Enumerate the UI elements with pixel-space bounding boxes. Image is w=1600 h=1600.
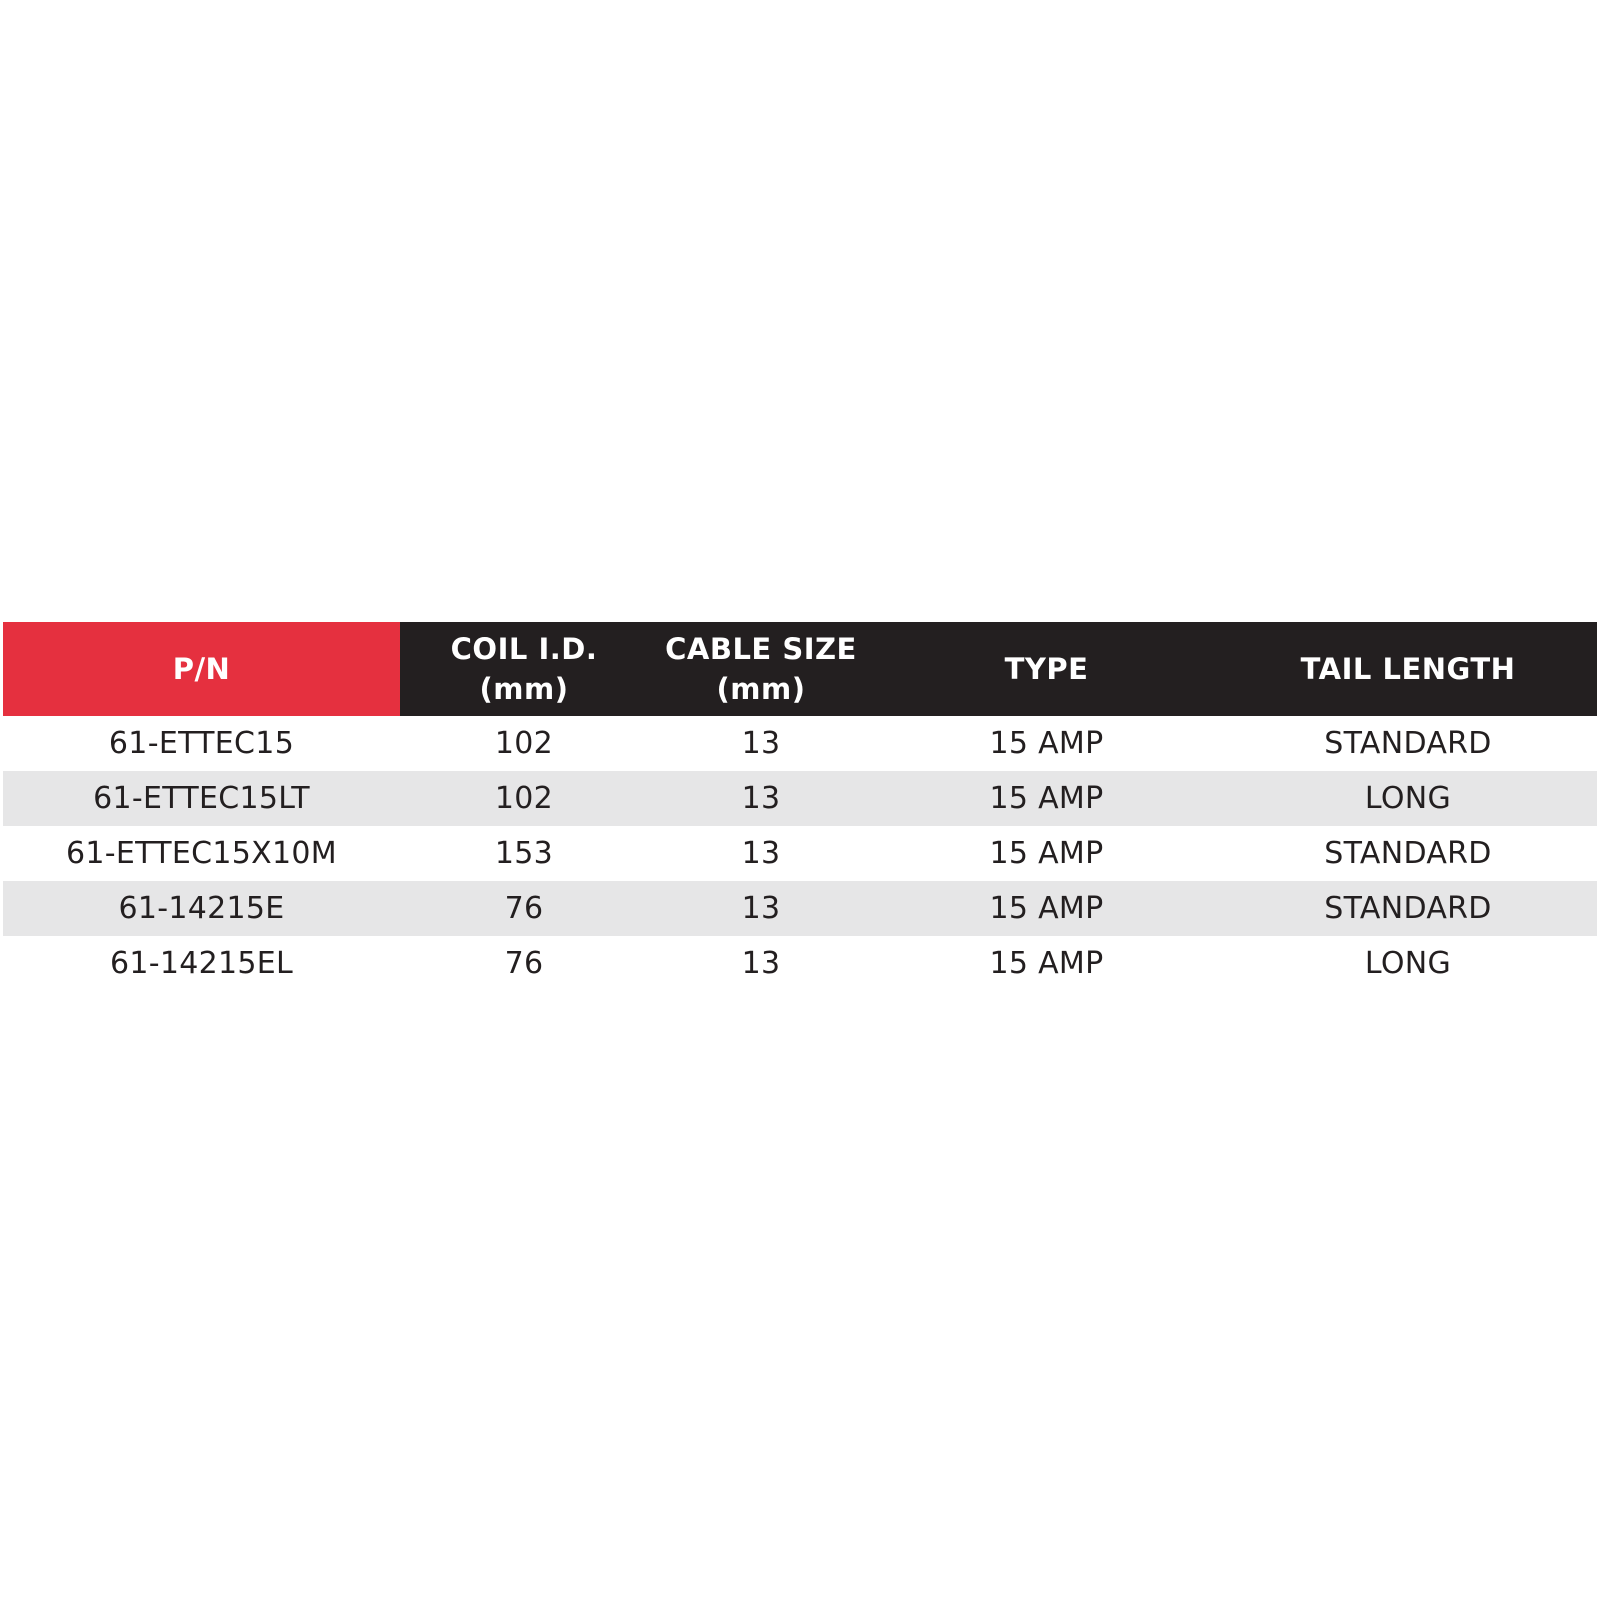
cell-coil-id: 153 [400, 826, 648, 881]
cell-tail-length: STANDARD [1219, 716, 1597, 771]
cell-part-number: 61-ETTEC15 [3, 716, 400, 771]
header-label: P/N [172, 652, 231, 686]
cell-type: 15 AMP [874, 936, 1219, 991]
table-row [3, 826, 1597, 881]
header-type [874, 622, 1219, 716]
cell-tail-length: LONG [1219, 936, 1597, 991]
cell-cable-size: 13 [648, 716, 874, 771]
cell-part-number: 61-ETTEC15LT [3, 771, 400, 826]
cell-cable-size: 13 [648, 881, 874, 936]
table-header-row [3, 622, 1597, 716]
cell-coil-id: 102 [400, 771, 648, 826]
header-label: COIL I.D. [450, 632, 598, 666]
cell-cable-size: 13 [648, 771, 874, 826]
table-row [3, 716, 1597, 771]
header-tail-length [1219, 622, 1597, 716]
cell-coil-id: 76 [400, 936, 648, 991]
header-cable-size [648, 622, 874, 716]
header-unit: (mm) [479, 672, 569, 706]
cell-cable-size: 13 [648, 936, 874, 991]
cell-tail-length: STANDARD [1219, 826, 1597, 881]
table-row [3, 771, 1597, 826]
cell-type: 15 AMP [874, 716, 1219, 771]
cell-type: 15 AMP [874, 881, 1219, 936]
header-label: TAIL LENGTH [1300, 652, 1516, 686]
header-unit: (mm) [716, 672, 806, 706]
cell-part-number: 61-14215EL [3, 936, 400, 991]
cell-coil-id: 102 [400, 716, 648, 771]
cell-coil-id: 76 [400, 881, 648, 936]
cell-part-number: 61-14215E [3, 881, 400, 936]
cell-tail-length: STANDARD [1219, 881, 1597, 936]
table-row [3, 936, 1597, 991]
cell-type: 15 AMP [874, 826, 1219, 881]
cell-type: 15 AMP [874, 771, 1219, 826]
header-label: CABLE SIZE [665, 632, 857, 666]
table-row [3, 881, 1597, 936]
cell-cable-size: 13 [648, 826, 874, 881]
cell-part-number: 61-ETTEC15X10M [3, 826, 400, 881]
header-coil-id [400, 622, 648, 716]
cell-tail-length: LONG [1219, 771, 1597, 826]
header-label: TYPE [1004, 652, 1089, 686]
header-part-number [3, 622, 400, 716]
spec-table [3, 622, 1597, 991]
